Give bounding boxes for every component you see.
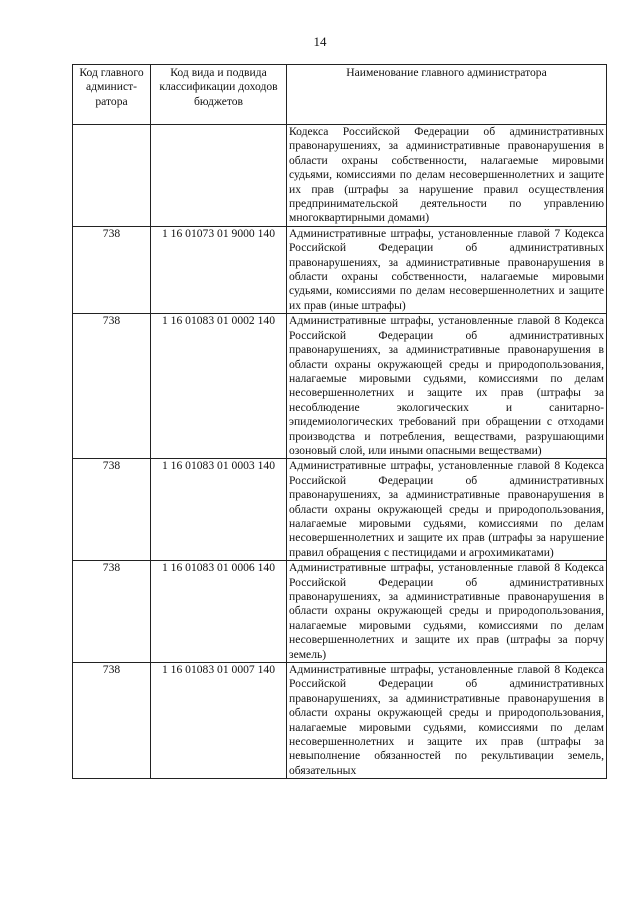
- admin-code-cell: 738: [73, 663, 151, 779]
- admin-code-cell: 738: [73, 459, 151, 561]
- admin-name-cell: Административные штрафы, установленные главой 8 Кодекса Российской Федерации об административных правонарушениях, за административные правонарушения в области охраны окружающей среды и природопользования, налагаемые мировыми судьями, комиссиями по делам несовершеннолетних и защите их прав (штрафы за нарушение правил обращения с пестицидами и агрохимикатами): [287, 459, 607, 561]
- table-row: [73, 663, 607, 779]
- admin-code-cell: 738: [73, 314, 151, 459]
- revenue-code-cell: [151, 125, 287, 227]
- header-revenue-code: Код вида и подвида классификации доходов бюджетов: [151, 65, 287, 125]
- revenue-admin-table: [72, 64, 607, 779]
- table-row: [73, 125, 607, 227]
- table-row: [73, 226, 607, 313]
- admin-name-cell: Административные штрафы, установленные главой 7 Кодекса Российской Федерации об административных правонарушениях, за административные правонарушения в области охраны собственности, налагаемые мировыми судьями, комиссиями по делам несовершеннолетних и защите их прав (иные штрафы): [287, 226, 607, 313]
- revenue-code-cell: 1 16 01083 01 0003 140: [151, 459, 287, 561]
- revenue-code-cell: 1 16 01083 01 0006 140: [151, 561, 287, 663]
- header-admin-code: Код главного админист-ратора: [73, 65, 151, 125]
- admin-code-cell: 738: [73, 561, 151, 663]
- table-header-row: [73, 65, 607, 125]
- admin-name-cell: Административные штрафы, установленные главой 8 Кодекса Российской Федерации об административных правонарушениях, за административные правонарушения в области охраны окружающей среды и природопользования, налагаемые мировыми судьями, комиссиями по делам несовершеннолетних и защите их прав (штрафы за порчу земель): [287, 561, 607, 663]
- admin-name-cell: Административные штрафы, установленные главой 8 Кодекса Российской Федерации об административных правонарушениях, за административные правонарушения в области охраны окружающей среды и природопользования, налагаемые мировыми судьями, комиссиями по делам несовершеннолетних и защите их прав (штрафы за невыполнение обязанностей по рекультивации земель, обязательных: [287, 663, 607, 779]
- revenue-code-cell: 1 16 01083 01 0007 140: [151, 663, 287, 779]
- admin-code-cell: 738: [73, 226, 151, 313]
- page-number: 14: [313, 34, 327, 49]
- admin-code-cell: [73, 125, 151, 227]
- admin-name-cell: Административные штрафы, установленные главой 8 Кодекса Российской Федерации об административных правонарушениях, за административные правонарушения в области охраны окружающей среды и природопользования, налагаемые мировыми судьями, комиссиями по делам несовершеннолетних и защите их прав (штрафы за несоблюдение экологических и санитарно-эпидемиологических требований при обращении с отходами производства и потребления, веществами, разрушающими озоновый слой, или иными опасными веществами): [287, 314, 607, 459]
- revenue-code-cell: 1 16 01083 01 0002 140: [151, 314, 287, 459]
- table-row: [73, 314, 607, 459]
- header-admin-name: Наименование главного администратора: [287, 65, 607, 125]
- revenue-code-cell: 1 16 01073 01 9000 140: [151, 226, 287, 313]
- table-row: [73, 459, 607, 561]
- table-row: [73, 561, 607, 663]
- admin-name-cell: Кодекса Российской Федерации об административных правонарушениях, за административные правонарушения в области охраны собственности, налагаемые мировыми судьями, комиссиями по делам несовершеннолетних и защите их прав (штрафы за нарушение правил осуществления предпринимательской деятельности по управлению многоквартирными домами): [287, 125, 607, 227]
